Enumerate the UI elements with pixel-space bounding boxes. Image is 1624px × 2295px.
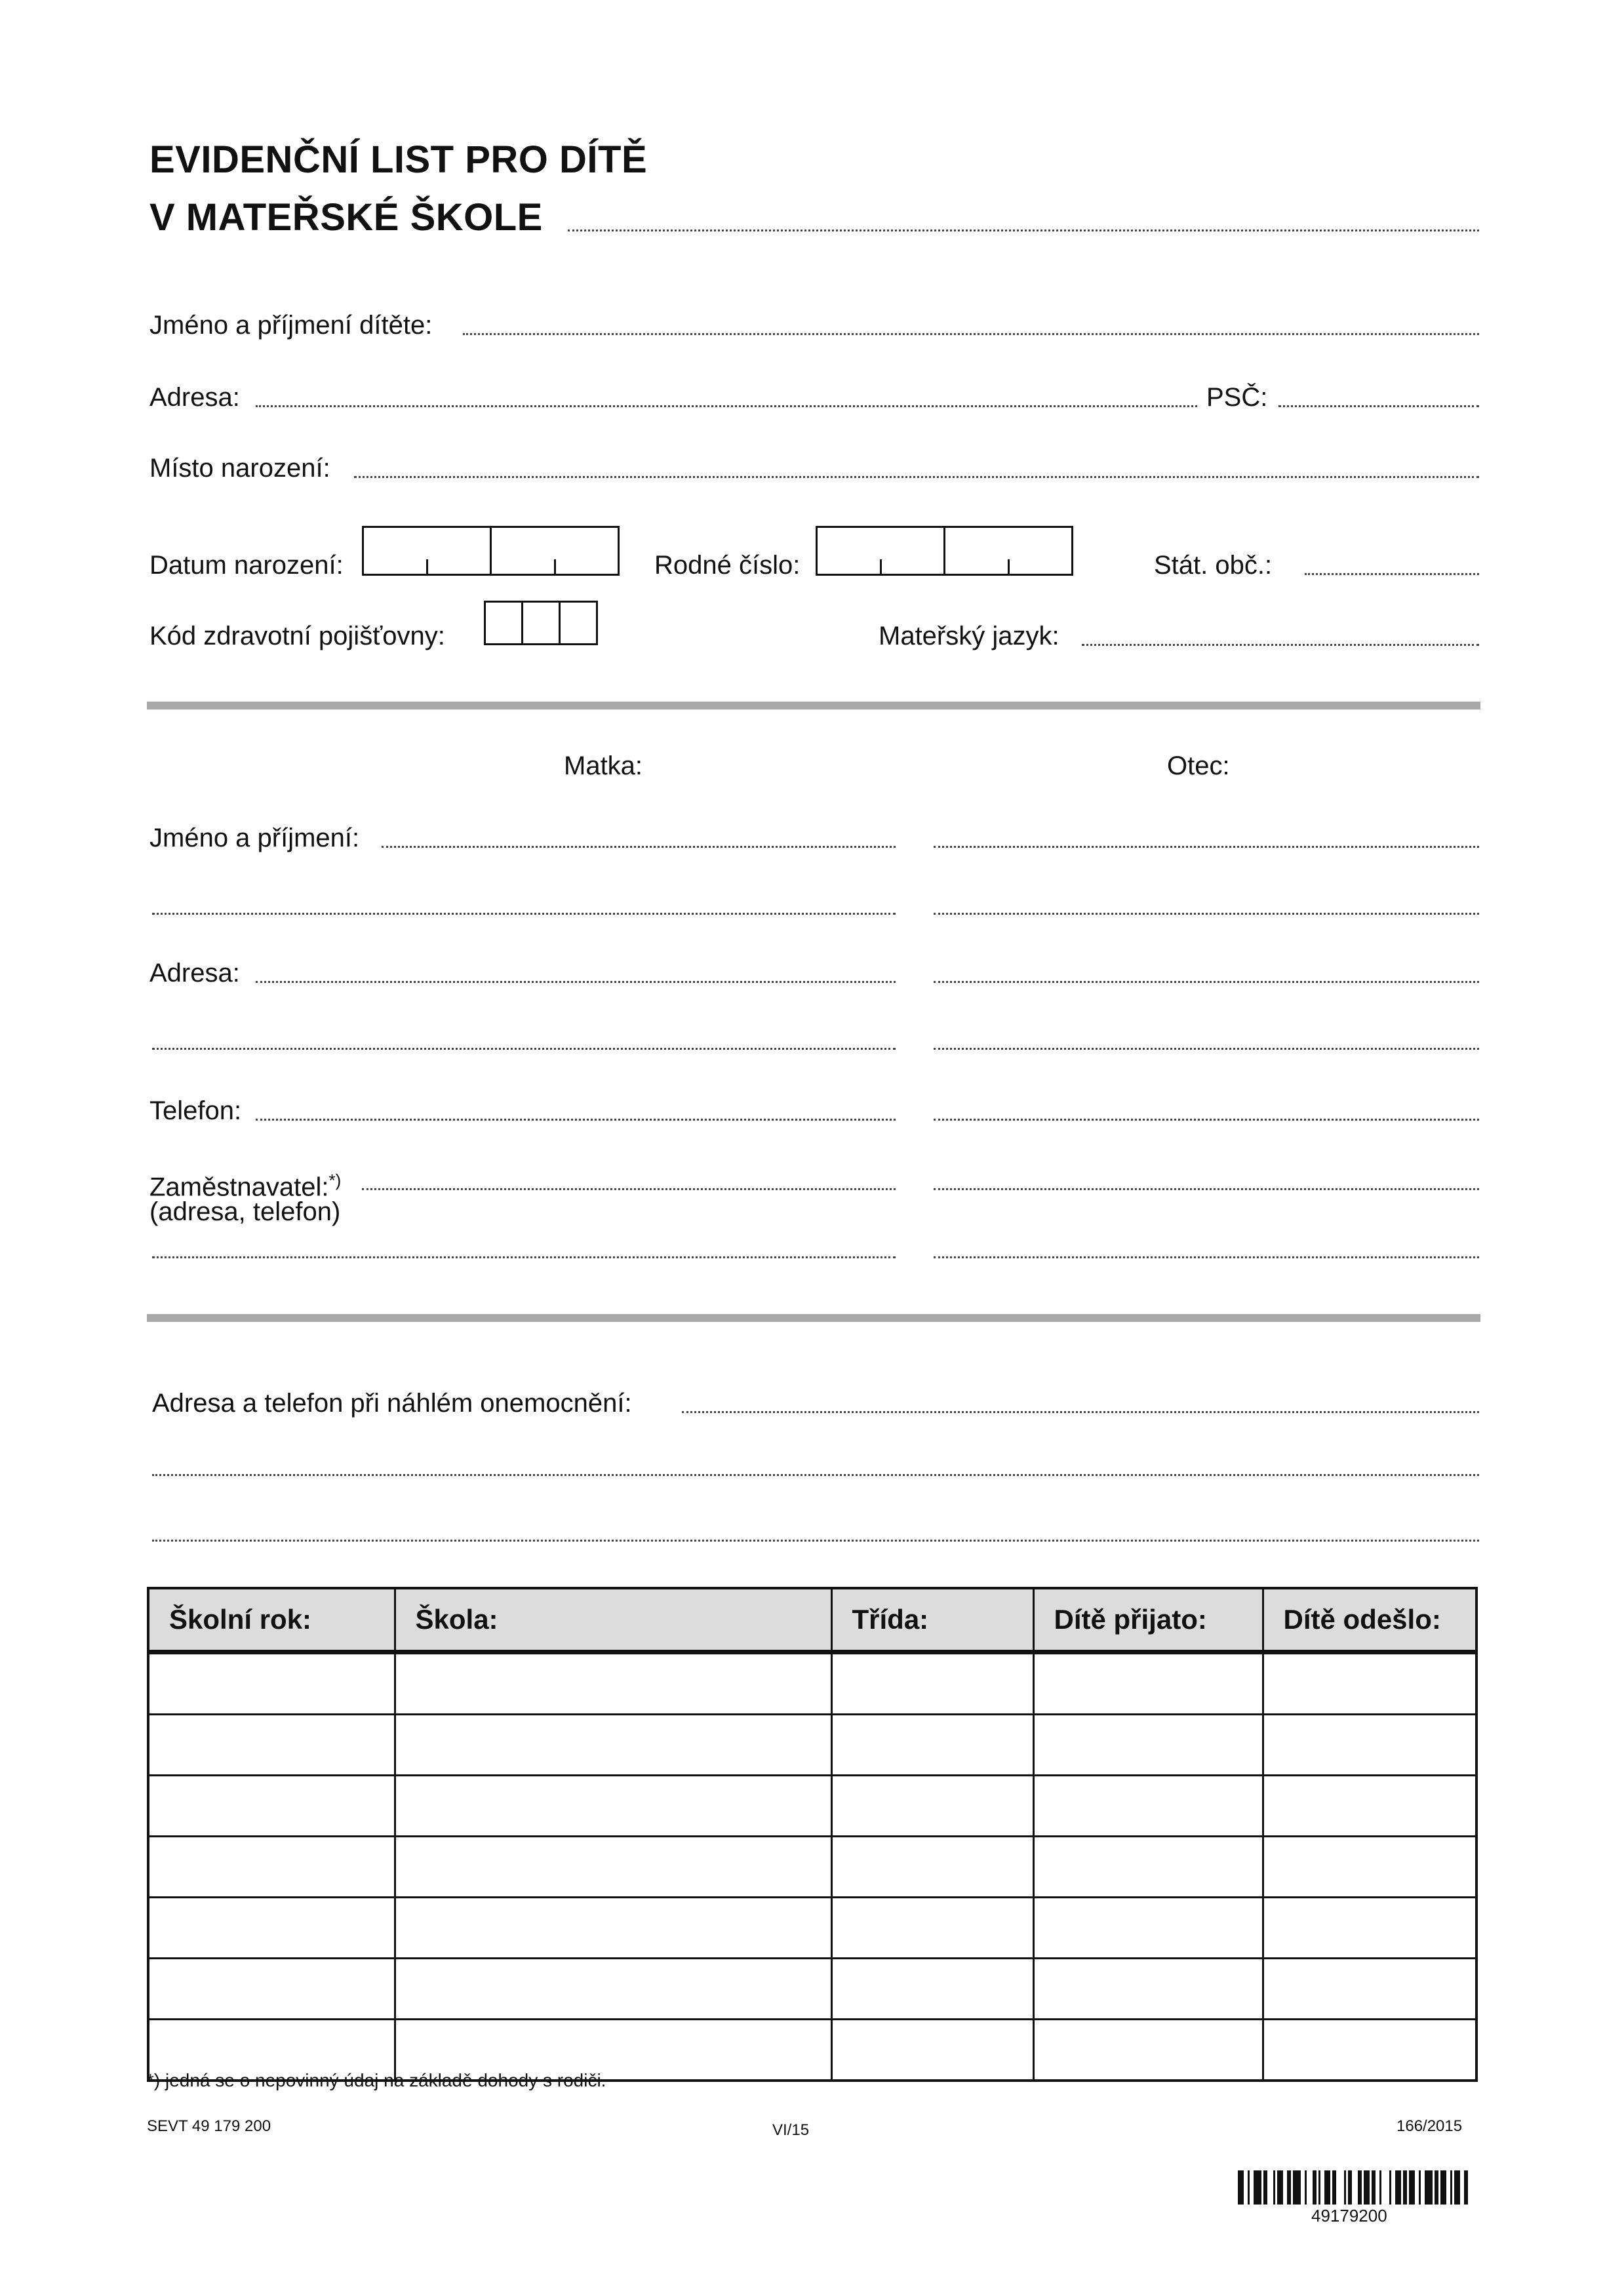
left-header: Dítě odešlo:	[1263, 1588, 1476, 1652]
barcode-stripe	[1440, 2170, 1446, 2205]
section-divider-2	[147, 1314, 1480, 1322]
father-column-header: Otec:	[1167, 751, 1230, 780]
mother-employer-field[interactable]	[362, 1188, 896, 1190]
emergency-contact-field-2[interactable]	[152, 1474, 1479, 1476]
form-version: VI/15	[772, 2121, 810, 2139]
birth-number-boxes[interactable]	[816, 526, 1071, 576]
table-cell[interactable]	[1033, 1837, 1263, 1898]
barcode-stripe	[1352, 2170, 1358, 2205]
table-cell[interactable]	[148, 1776, 395, 1837]
table-cell[interactable]	[831, 1959, 1033, 2020]
table-cell[interactable]	[1033, 1776, 1263, 1837]
table-row	[148, 1898, 1476, 1959]
emergency-contact-field[interactable]	[682, 1411, 1479, 1413]
table-cell[interactable]	[395, 1837, 831, 1898]
table-cell[interactable]	[831, 1776, 1033, 1837]
barcode-stripe	[1238, 2170, 1244, 2205]
child-address-field[interactable]	[256, 405, 1197, 407]
mother-address-field[interactable]	[256, 981, 896, 983]
form-number: 166/2015	[1396, 2117, 1463, 2135]
table-cell[interactable]	[148, 1652, 395, 1715]
class-header: Třída:	[831, 1588, 1033, 1652]
employer-sublabel: (adresa, telefon)	[149, 1197, 341, 1226]
table-cell[interactable]	[1263, 1959, 1476, 2020]
mother-employer-field-2[interactable]	[152, 1256, 896, 1258]
table-cell[interactable]	[1263, 1715, 1476, 1776]
table-cell[interactable]	[1263, 2020, 1476, 2081]
table-cell[interactable]	[395, 1898, 831, 1959]
barcode-stripe	[1267, 2170, 1273, 2205]
school-history-table	[147, 1587, 1478, 2082]
emergency-contact-field-3[interactable]	[152, 1540, 1479, 1542]
form-title-line2: V MATEŘSKÉ ŠKOLE	[149, 196, 543, 239]
father-address-field[interactable]	[934, 981, 1479, 983]
barcode-stripe	[1425, 2170, 1433, 2205]
birthplace-field[interactable]	[354, 476, 1479, 478]
table-header-row	[148, 1588, 1476, 1652]
school-header: Škola:	[395, 1588, 831, 1652]
mother-tongue-label: Mateřský jazyk:	[879, 622, 1060, 650]
mother-phone-field[interactable]	[256, 1119, 896, 1121]
table-cell[interactable]	[395, 1959, 831, 2020]
child-name-field[interactable]	[463, 333, 1479, 335]
admitted-header: Dítě přijato:	[1033, 1588, 1263, 1652]
table-cell[interactable]	[395, 1776, 831, 1837]
table-cell[interactable]	[1263, 1776, 1476, 1837]
insurance-code-boxes[interactable]	[484, 601, 596, 650]
psc-label: PSČ:	[1206, 383, 1268, 412]
mother-address-field-2[interactable]	[152, 1048, 896, 1050]
table-cell[interactable]	[831, 1837, 1033, 1898]
footnote: *) jedná se o nepovinný údaj na základě dohody s rodiči.	[147, 2070, 606, 2090]
table-cell[interactable]	[831, 2020, 1033, 2081]
father-employer-field-2[interactable]	[934, 1256, 1479, 1258]
mother-name-field-2[interactable]	[152, 913, 896, 915]
citizenship-label: Stát. obč.:	[1154, 551, 1273, 580]
table-cell[interactable]	[831, 1652, 1033, 1715]
barcode-stripe	[1293, 2170, 1301, 2205]
mother-column-header: Matka:	[564, 751, 643, 780]
mother-tongue-field[interactable]	[1082, 644, 1479, 646]
birth-number-label: Rodné číslo:	[654, 551, 801, 580]
table-cell[interactable]	[1263, 1652, 1476, 1715]
employer-footnote-mark: *)	[328, 1170, 342, 1190]
table-cell[interactable]	[1033, 1898, 1263, 1959]
table-cell[interactable]	[148, 1959, 395, 2020]
child-address-label: Adresa:	[149, 383, 240, 412]
table-cell[interactable]	[395, 1652, 831, 1715]
emergency-contact-label: Adresa a telefon při náhlém onemocnění:	[152, 1389, 632, 1418]
table-cell[interactable]	[1033, 1959, 1263, 2020]
barcode-stripe	[1409, 2170, 1415, 2205]
section-divider-1	[147, 702, 1480, 709]
barcode-stripe	[1395, 2170, 1401, 2205]
table-cell[interactable]	[148, 1898, 395, 1959]
mother-name-field[interactable]	[382, 846, 896, 848]
table-cell[interactable]	[1033, 1715, 1263, 1776]
father-employer-field[interactable]	[934, 1188, 1479, 1190]
table-row	[148, 1776, 1476, 1837]
employer-label-text: Zaměstnavatel:	[149, 1172, 329, 1202]
parent-phone-label: Telefon:	[149, 1096, 242, 1125]
citizenship-field[interactable]	[1305, 573, 1479, 575]
barcode-stripe	[1307, 2170, 1313, 2205]
table-cell[interactable]	[1263, 1898, 1476, 1959]
child-name-label: Jméno a příjmení dítěte:	[149, 311, 433, 340]
father-name-field-2[interactable]	[934, 913, 1479, 915]
barcode-stripe	[1336, 2170, 1344, 2205]
table-cell[interactable]	[1263, 1837, 1476, 1898]
barcode-stripe	[1381, 2170, 1389, 2205]
parent-address-label: Adresa:	[149, 959, 240, 988]
barcode-stripe	[1454, 2170, 1460, 2205]
table-cell[interactable]	[148, 1837, 395, 1898]
barcode-stripe	[1277, 2170, 1283, 2205]
school-year-header: Školní rok:	[148, 1588, 395, 1652]
father-address-field-2[interactable]	[934, 1048, 1479, 1050]
barcode-stripe	[1364, 2170, 1370, 2205]
school-name-field[interactable]	[568, 230, 1479, 231]
barcode-image	[1238, 2170, 1469, 2205]
form-code: SEVT 49 179 200	[147, 2117, 271, 2135]
parent-name-label: Jméno a příjmení:	[149, 824, 360, 852]
table-row	[148, 1715, 1476, 1776]
barcode-stripe	[1464, 2170, 1468, 2205]
insurance-code-label: Kód zdravotní pojišťovny:	[149, 622, 445, 650]
father-phone-field[interactable]	[934, 1119, 1479, 1121]
barcode-number: 49179200	[1311, 2206, 1387, 2225]
table-row	[148, 1652, 1476, 1715]
table-cell[interactable]	[395, 1715, 831, 1776]
table-cell[interactable]	[1033, 1652, 1263, 1715]
table-row	[148, 1837, 1476, 1898]
table-cell[interactable]	[1033, 2020, 1263, 2081]
birthplace-label: Místo narození:	[149, 454, 330, 483]
table-row	[148, 1959, 1476, 2020]
barcode-stripe	[1254, 2170, 1261, 2205]
father-name-field[interactable]	[934, 846, 1479, 848]
table-cell[interactable]	[831, 1898, 1033, 1959]
table-cell[interactable]	[831, 1715, 1033, 1776]
birthdate-label: Datum narození:	[149, 551, 344, 580]
table-cell[interactable]	[148, 1715, 395, 1776]
psc-field[interactable]	[1278, 405, 1479, 407]
barcode-stripe	[1324, 2170, 1330, 2205]
birthdate-boxes[interactable]	[362, 526, 618, 576]
form-title-line1: EVIDENČNÍ LIST PRO DÍTĚ	[149, 138, 648, 181]
